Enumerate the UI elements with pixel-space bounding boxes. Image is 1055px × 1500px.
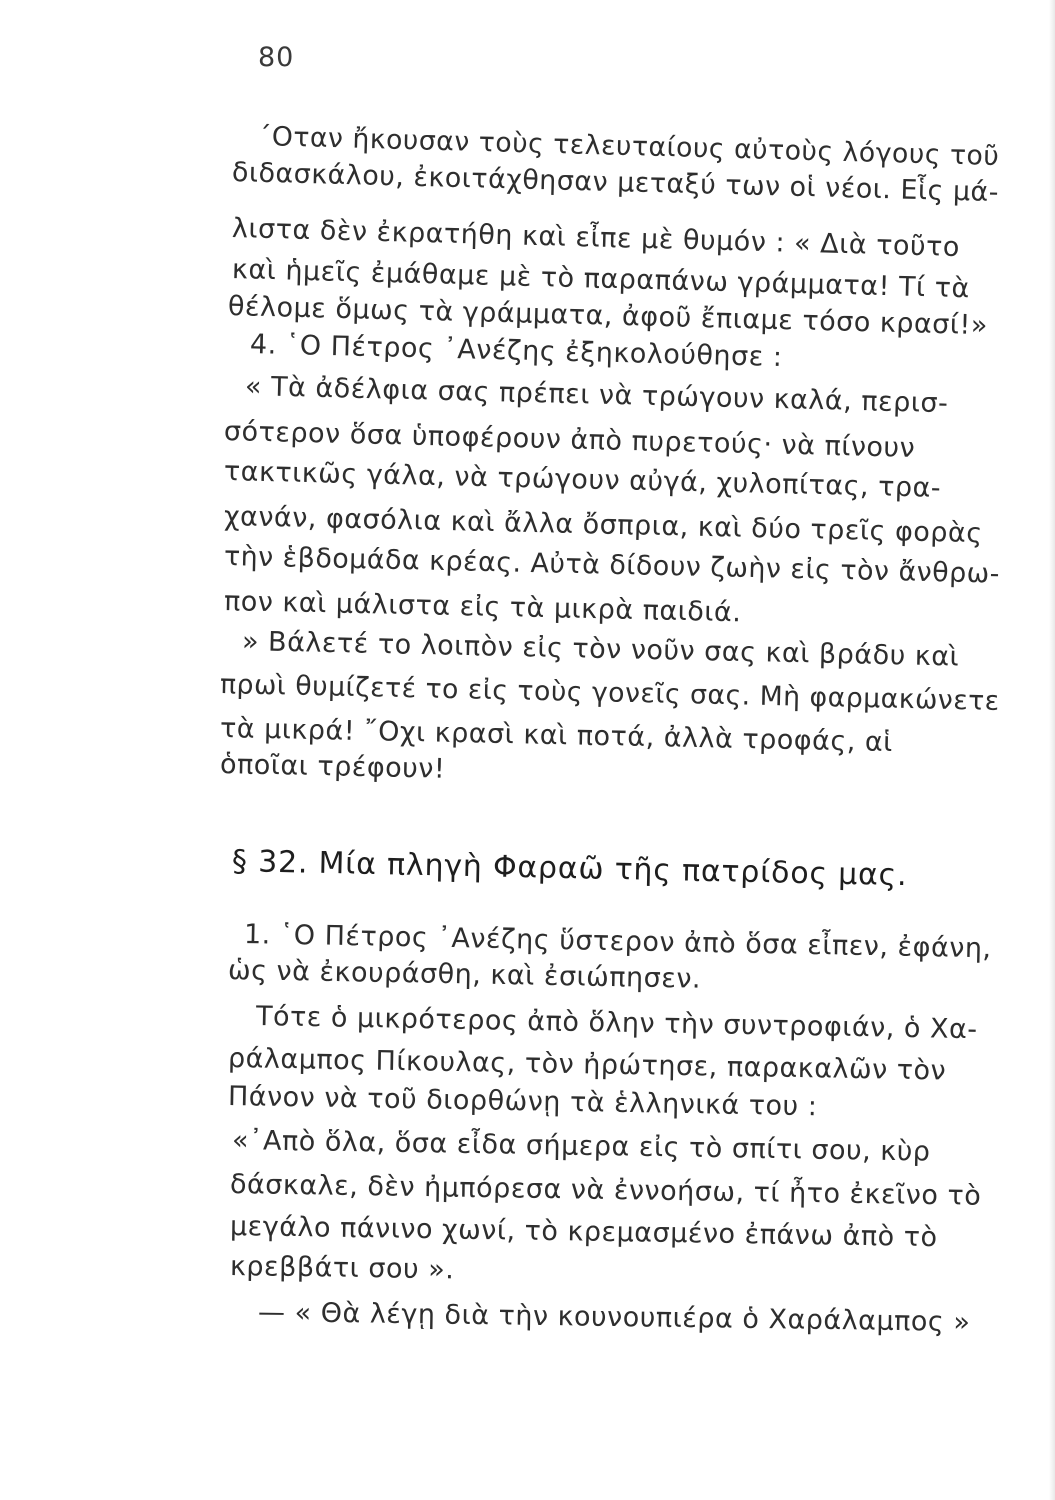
text-line: τακτικῶς γάλα, νὰ τρώγουν αὐγά, χυλοπίτας, τρα-	[223, 456, 942, 504]
text-line: μεγάλο πάνινο χωνί, τὸ κρεμασμένο ἐπάνω ἀπὸ τὸ	[229, 1211, 938, 1254]
text-line: ὁποῖαι τρέφουν!	[219, 749, 446, 785]
text-line: — « Θὰ λέγῃ διὰ τὴν κουνουπιέρα ὁ Χαράλαμπος »	[257, 1297, 971, 1338]
page-edge-shadow	[1049, 0, 1055, 1500]
text-line: Τότε ὁ μικρότερος ἀπὸ ὅλην τὴν συντροφιάν, ὁ Χα-	[255, 1001, 978, 1046]
text-line: σότερον ὅσα ὑποφέρουν ἀπὸ πυρετούς· νὰ πίνουν	[223, 416, 916, 464]
text-line: λιστα δὲν ἐκρατήθη καὶ εἶπε μὲ θυμόν : « Διὰ τοῦτο	[231, 213, 961, 264]
text-line: ράλαμπος Πίκουλας, τὸν ἠρώτησε, παρακαλῶν τὸν	[227, 1043, 947, 1087]
text-line: δάσκαλε, δὲν ἠμπόρεσα νὰ ἐννοήσω, τί ἦτο ἐκεῖνο τὸ	[229, 1169, 982, 1212]
text-line: διδασκάλου, ἐκοιτάχθησαν μεταξύ των οἱ νέοι. Εἷς μά-	[231, 157, 1000, 209]
text-line: ΄Οταν ἤκουσαν τοὺς τελευταίους αὐτοὺς λόγους τοῦ	[257, 121, 1000, 173]
text-line: κρεββάτι σου ».	[229, 1251, 455, 1286]
text-line: «᾿Απὸ ὅλα, ὅσα εἶδα σήμερα εἰς τὸ σπίτι σου, κὺρ	[231, 1125, 931, 1168]
text-line: πον καὶ μάλιστα εἰς τὰ μικρὰ παιδιά.	[223, 586, 742, 629]
text-line: ὡς νὰ ἐκουράσθη, καὶ ἐσιώπησεν.	[227, 955, 702, 995]
text-line: θέλομε ὅμως τὰ γράμματα, ἀφοῦ ἔπιαμε τόσο κρασί!»	[227, 291, 989, 342]
text-line: » Βάλετέ το λοιπὸν εἰς τὸν νοῦν σας καὶ βράδυ καὶ	[241, 626, 960, 673]
text-line: τὴν ἑβδομάδα κρέας. Αὐτὰ δίδουν ζωὴν εἰς τὸν ἄνθρω-	[223, 541, 1001, 590]
section-heading: § 32. Μία πληγὴ Φαραῶ τῆς πατρίδος μας.	[231, 844, 908, 894]
text-line: τὰ μικρά! ῎Οχι κρασὶ καὶ ποτά, ἀλλὰ τροφάς, αἱ	[219, 713, 894, 759]
text-line: 4. ῾Ο Πέτρος ᾿Ανέζης ἐξηκολούθησε :	[249, 329, 783, 374]
text-line: « Τὰ ἀδέλφια σας πρέπει νὰ τρώγουν καλά, περισ-	[244, 371, 949, 420]
text-line: 1. ῾Ο Πέτρος ᾿Ανέζης ὕστερον ἀπὸ ὅσα εἶπεν, ἐφάνη,	[243, 919, 992, 965]
text-line: καὶ ἡμεῖς ἐμάθαμε μὲ τὸ παραπάνω γράμματα! Τί τὰ	[231, 254, 971, 305]
text-line: πρωὶ θυμίζετέ το εἰς τοὺς γονεῖς σας. Μὴ φαρμακώνετε	[219, 669, 1001, 718]
text-line: χανάν, φασόλια καὶ ἄλλα ὄσπρια, καὶ δύο τρεῖς φορὰς	[223, 501, 983, 550]
page-number: 80	[258, 42, 295, 73]
text-line: Πάνον νὰ τοῦ διορθώνῃ τὰ ἑλληνικά του :	[227, 1081, 818, 1123]
